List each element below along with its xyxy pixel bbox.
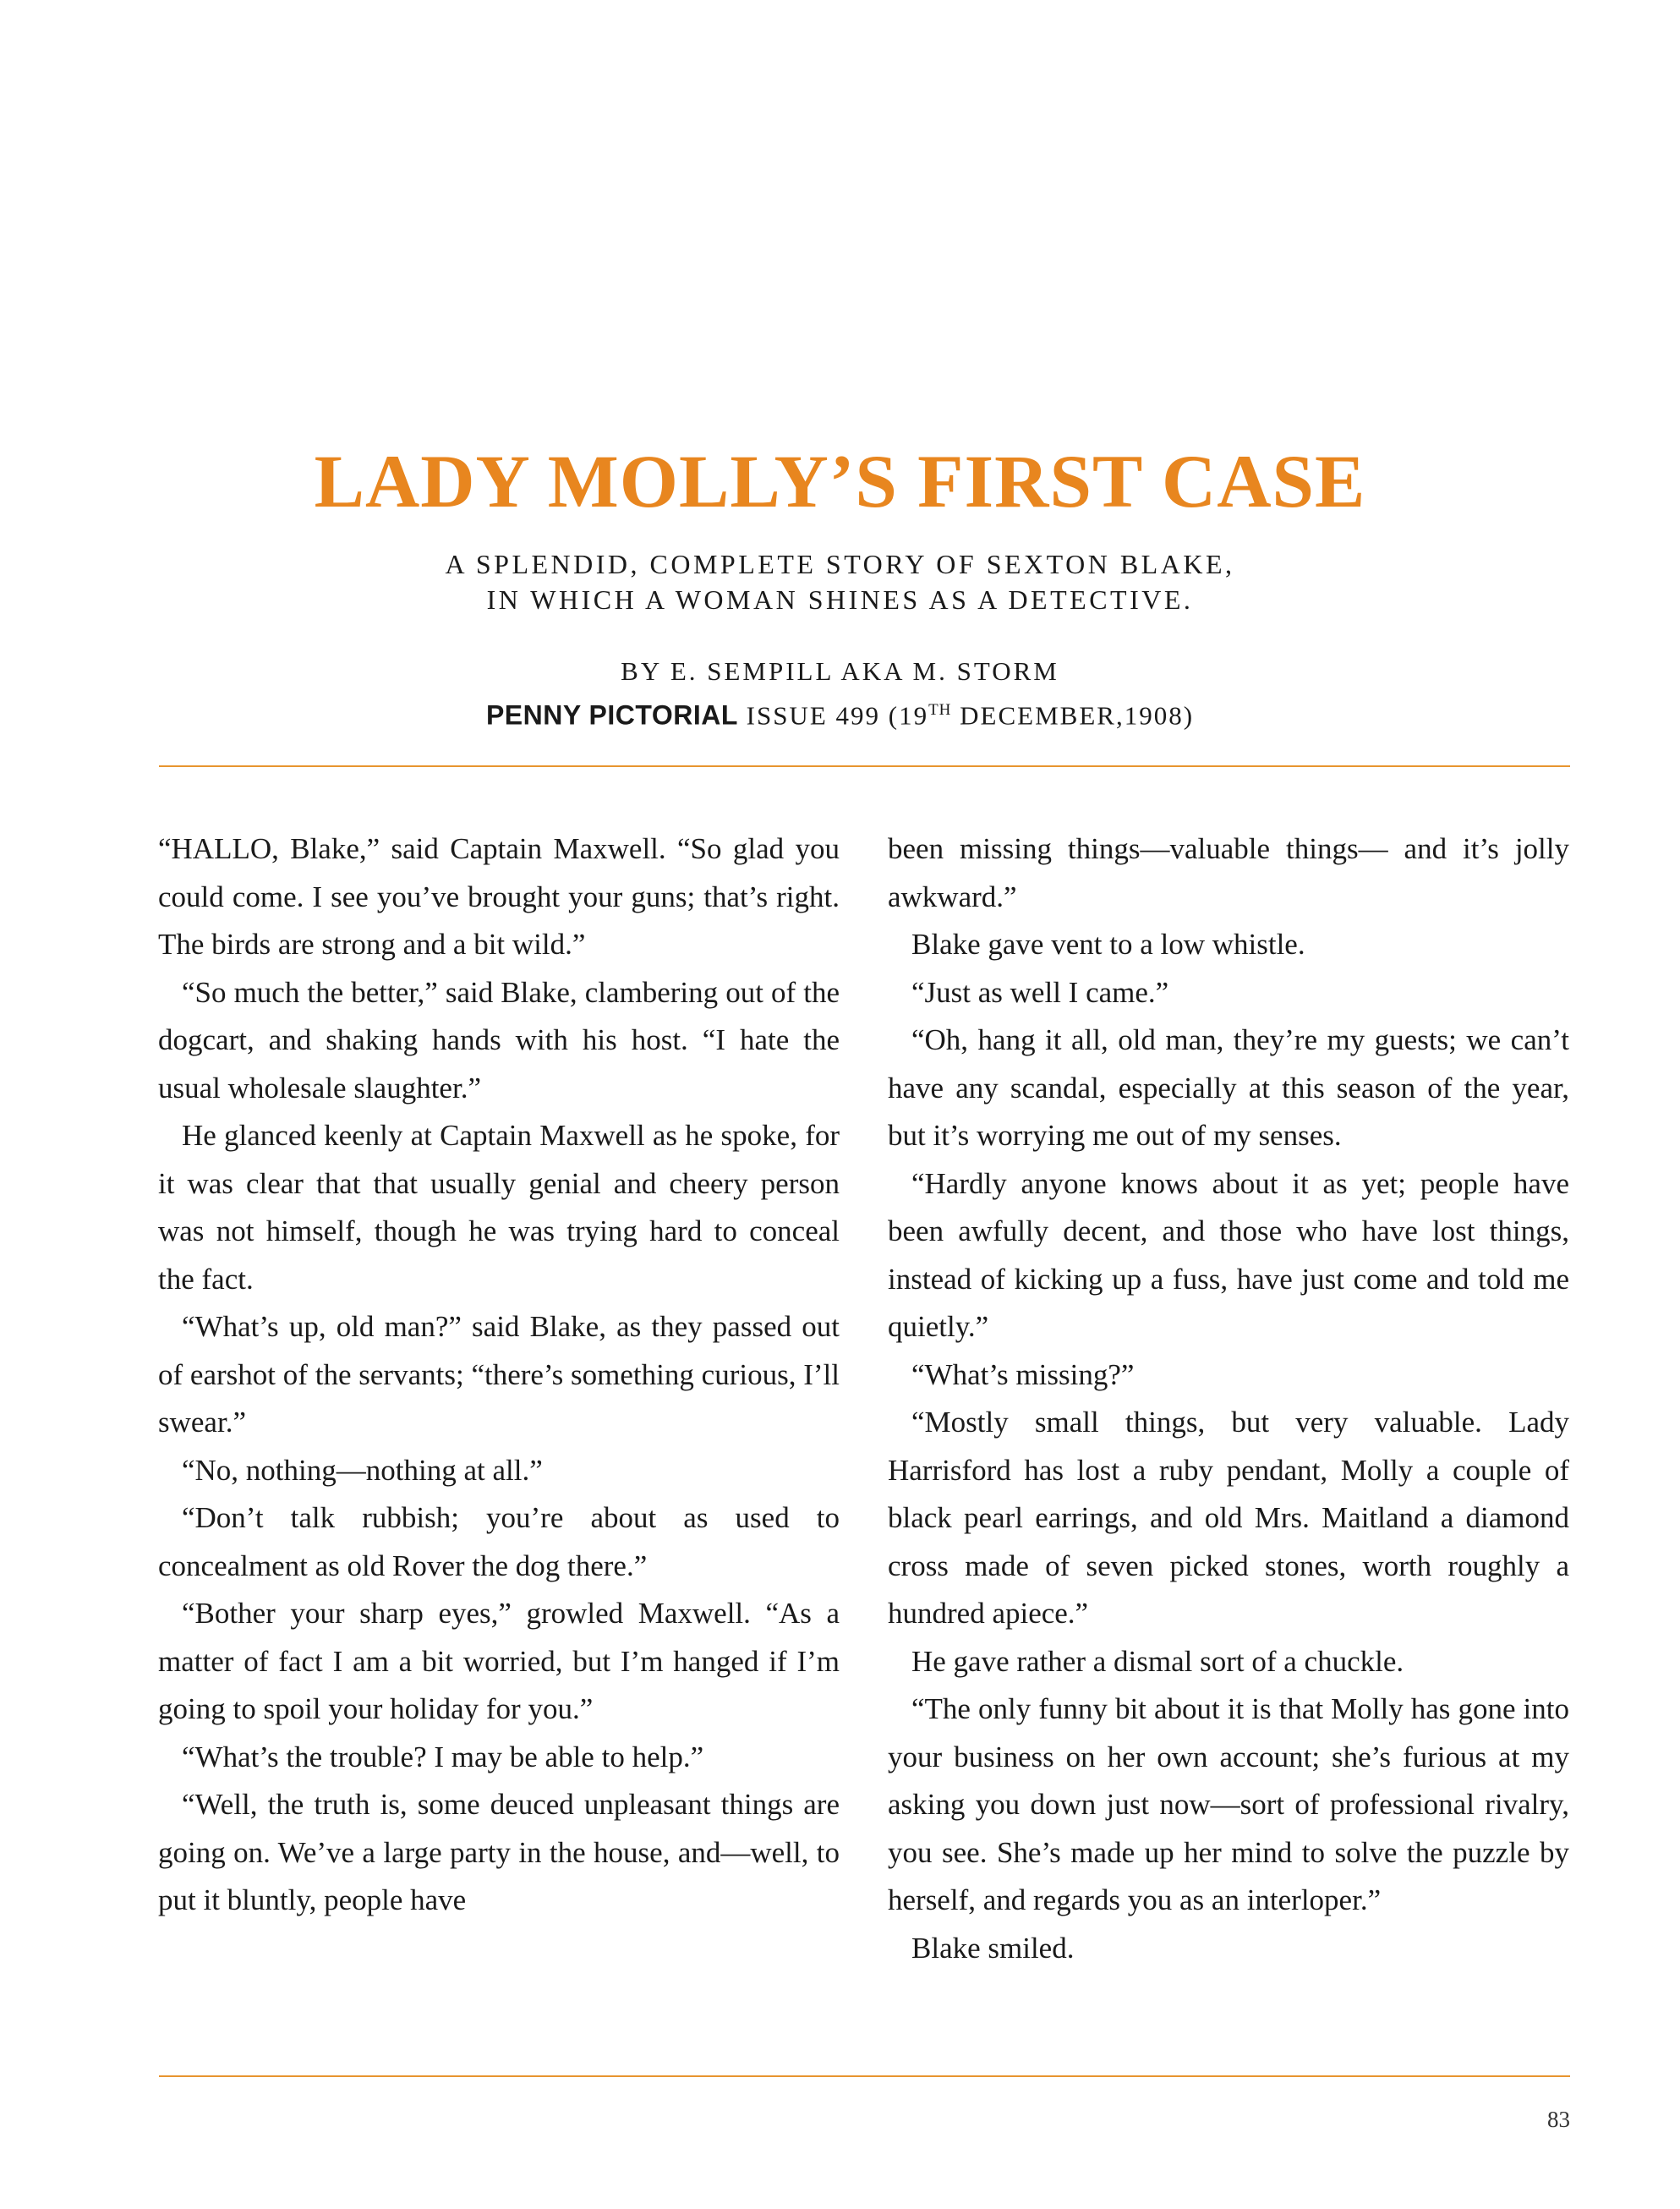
header-divider bbox=[159, 765, 1570, 767]
subtitle-line-1: A SPLENDID, COMPLETE STORY OF SEXTON BLAKE, bbox=[445, 549, 1235, 579]
publication-source bbox=[0, 693, 1680, 733]
issue-prefix: ISSUE 499 (19 bbox=[737, 700, 929, 731]
subtitle-line-2: IN WHICH A WOMAN SHINES AS A DETECTIVE. bbox=[486, 584, 1194, 615]
paragraph: “Oh, hang it all, old man, they’re my guests; we can’t have any scandal, especially at this season of the year, but it’s worrying me out of my senses. bbox=[888, 1023, 1569, 1152]
issue-ordinal-suffix: TH bbox=[928, 701, 952, 719]
publication-name: PENNY PICTORIAL bbox=[485, 699, 738, 731]
paragraph: “Mostly small things, but very valuable. Lady Harrisford has lost a ruby pendant, Molly a couple of black pearl earrings, and old Mrs. Maitland a diamond cross made of seven picked stones, worth roughly a hundred apiece.” bbox=[888, 1406, 1569, 1630]
paragraph: “Well, the truth is, some deuced unpleasant things are going on. We’ve a large party in the house, and—well, to put it bluntly, people have bbox=[158, 1788, 840, 1916]
paragraph: “HALLO, Blake,” said Captain Maxwell. “So glad you could come. I see you’ve brought your guns; that’s right. The birds are strong and a bit wild.” bbox=[158, 832, 840, 961]
paragraph: Blake gave vent to a low whistle. bbox=[911, 928, 1305, 961]
author-byline: BY E. SEMPILL AKA M. STORM bbox=[621, 656, 1059, 686]
footer-divider bbox=[159, 2075, 1570, 2077]
paragraph: “Hardly anyone knows about it as yet; people have been awfully decent, and those who have lost things, instead of kicking up a fuss, have just come and told me quietly.” bbox=[888, 1166, 1569, 1343]
issue-suffix: DECEMBER,1908) bbox=[951, 700, 1195, 731]
story-title: LADY MOLLY’S FIRST CASE bbox=[314, 441, 1366, 523]
story-subtitle bbox=[0, 546, 1680, 617]
paragraph: “The only funny bit about it is that Molly has gone into your business on her own account; she’s furious at my asking you down just now—sort of professional rivalry, you see. She’s made up her mind to solve the puzzle by herself, and regards you as an interloper.” bbox=[888, 1692, 1569, 1916]
paragraph: “No, nothing—nothing at all.” bbox=[182, 1453, 543, 1487]
paragraph: “Just as well I came.” bbox=[911, 975, 1169, 1009]
text-column-right bbox=[888, 825, 1569, 1972]
paragraph: He glanced keenly at Captain Maxwell as he spoke, for it was clear that that usually genial and cheery person was not himself, though he was trying hard to conceal the fact. bbox=[158, 1119, 840, 1296]
paragraph: “What’s up, old man?” said Blake, as they passed out of earshot of the servants; “there’s something curious, I’ll swear.” bbox=[158, 1310, 840, 1439]
paragraph: Blake smiled. bbox=[911, 1931, 1075, 1965]
paragraph: “What’s the trouble? I may be able to help.” bbox=[182, 1740, 704, 1773]
page-number: 83 bbox=[1547, 2107, 1570, 2132]
paragraph: been missing things—valuable things— and it’s jolly awkward.” bbox=[888, 832, 1569, 913]
paragraph: “Bother your sharp eyes,” growled Maxwell. “As a matter of fact I am a bit worried, but I’m hanged if I’m going to spoil your holiday for you.” bbox=[158, 1597, 840, 1725]
paragraph: He gave rather a dismal sort of a chuckle. bbox=[911, 1644, 1404, 1678]
text-column-left bbox=[158, 825, 840, 1925]
paragraph: “So much the better,” said Blake, clambering out of the dogcart, and shaking hands with his host. “I hate the usual wholesale slaughter.” bbox=[158, 975, 840, 1104]
paragraph: “Don’t talk rubbish; you’re about as used to concealment as old Rover the dog there.” bbox=[158, 1501, 840, 1582]
paragraph: “What’s missing?” bbox=[911, 1357, 1135, 1391]
